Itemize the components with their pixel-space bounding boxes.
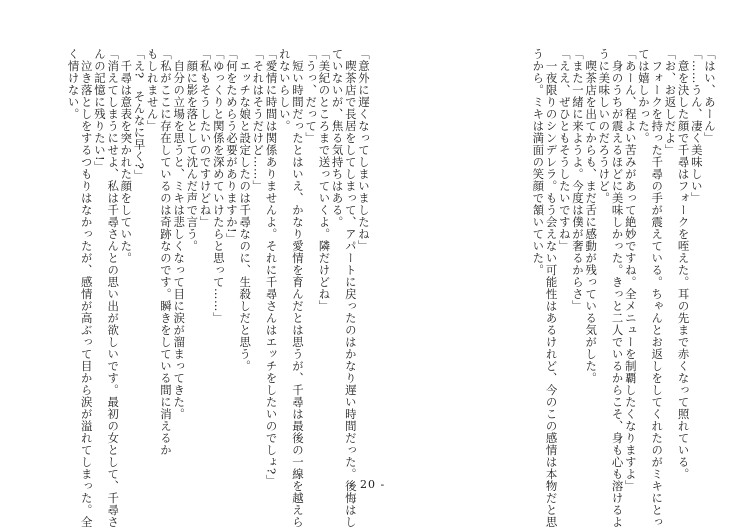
text-line: ては嬉しかった。 [636, 48, 651, 144]
text-line: 「何をためらう必要がありますか!」 [224, 48, 239, 246]
text-line: 「美紀のところまで送っていくよ。隣だけどね」 [317, 48, 332, 312]
text-line: 「消えてしまうにせよ、私は千尋さんとの思い出が欲しいです。最初の女として、千尋さ [106, 48, 121, 528]
text-line: 「私がここに存在しているのは奇跡なのです。瞬きをしている間に消えるか [158, 48, 173, 456]
text-line: 自分の立場を思うと、ミキは悲しくなって目に涙が溜まってきた。 [172, 48, 187, 420]
text-line: 千尋は意表を突かれた顔をしていた。 [119, 48, 134, 264]
text-line: エッチな娘と設定したのは千尋なのに、生殺しだと思う。 [238, 48, 253, 372]
text-line: 泣き落としをするつもりはなかったが、感情が高ぶって目から涙が溢れてしまった。全 [79, 48, 94, 528]
text-line: んの記憶に残りたい!」 [92, 48, 107, 174]
text-line: 「え? そんなに早く?」 [132, 48, 147, 182]
text-line: 「それはそうだけど……」 [251, 48, 266, 192]
text-line: 「愛情に時間は関係ありませんよ。それに千尋さんはエッチをしたいのでしょ?」 [264, 48, 279, 487]
text-line: 「……うん、凄く美味しい」 [689, 48, 704, 204]
text-line: 「ゆっくりと関係を深めていけたらと思って……」 [211, 48, 226, 324]
text-line: く情けない。 [66, 48, 81, 120]
text-line: 「ええ、ぜひともそうしたいですね」 [557, 48, 572, 252]
text-line: 「お、お返しだよ」 [663, 48, 678, 156]
text-line: 「また一緒に来ようよ。今度は僕が奢るからさ」 [570, 48, 585, 312]
text-line: うに美味しいのだろうけど。 [597, 48, 612, 204]
text-line: 「はい、あーん」 [703, 48, 717, 144]
page-number: - 20 - [350, 478, 386, 491]
text-line: 「あーん、程よい苦みがあって絶妙ですね。全メニューを制覇したくなりますよ」 [623, 48, 638, 492]
text-line: フォークを持った千尋の手が震えている。ちゃんとお返しをしてくれたのがミキにとっ [650, 48, 665, 528]
text-line: 身のうちが震えるほどに美味しかった。きっと二人でいるからこそ、身も心も溶けるよ [610, 48, 625, 528]
text-line: 一夜限りのシンデレラ。もう会えない可能性はあるけれど、今のこの感情は本物だと思 [544, 48, 559, 528]
text-line: 喫茶店を出てからも、まだ舌に感動が残っている気がした。 [584, 48, 599, 384]
text-line: 顔に影を落として沈んだ声で言う。 [185, 48, 200, 252]
text-line: 「私もそうしたいのですけどね」 [198, 48, 213, 228]
text-line: うから。ミキは満面の笑顔で頷いていた。 [531, 48, 546, 276]
text-line: 「意外に遅くなってしまいましたね」 [357, 48, 371, 252]
text-line: れないらしい。 [277, 48, 292, 132]
text-line: 喫茶店で長居をしてしまって、アパートに戻ったのはかなり遅い時間だった。後悔はし [343, 48, 358, 528]
right-text-column [400, 48, 717, 528]
text-line: 「うっ、だって」 [304, 48, 319, 144]
text-line: ていないが、焦る気持ちはある。 [330, 48, 345, 228]
text-line: 短い時間だったとはいえ、かなり愛情を育んだとは思うが、千尋は最後の一線を越えら [290, 48, 305, 528]
text-line: 意を決した顔で千尋はフォークを咥えた。耳の先まで赤くなって照れている。 [676, 48, 691, 480]
text-line: もしれません」 [145, 48, 160, 132]
